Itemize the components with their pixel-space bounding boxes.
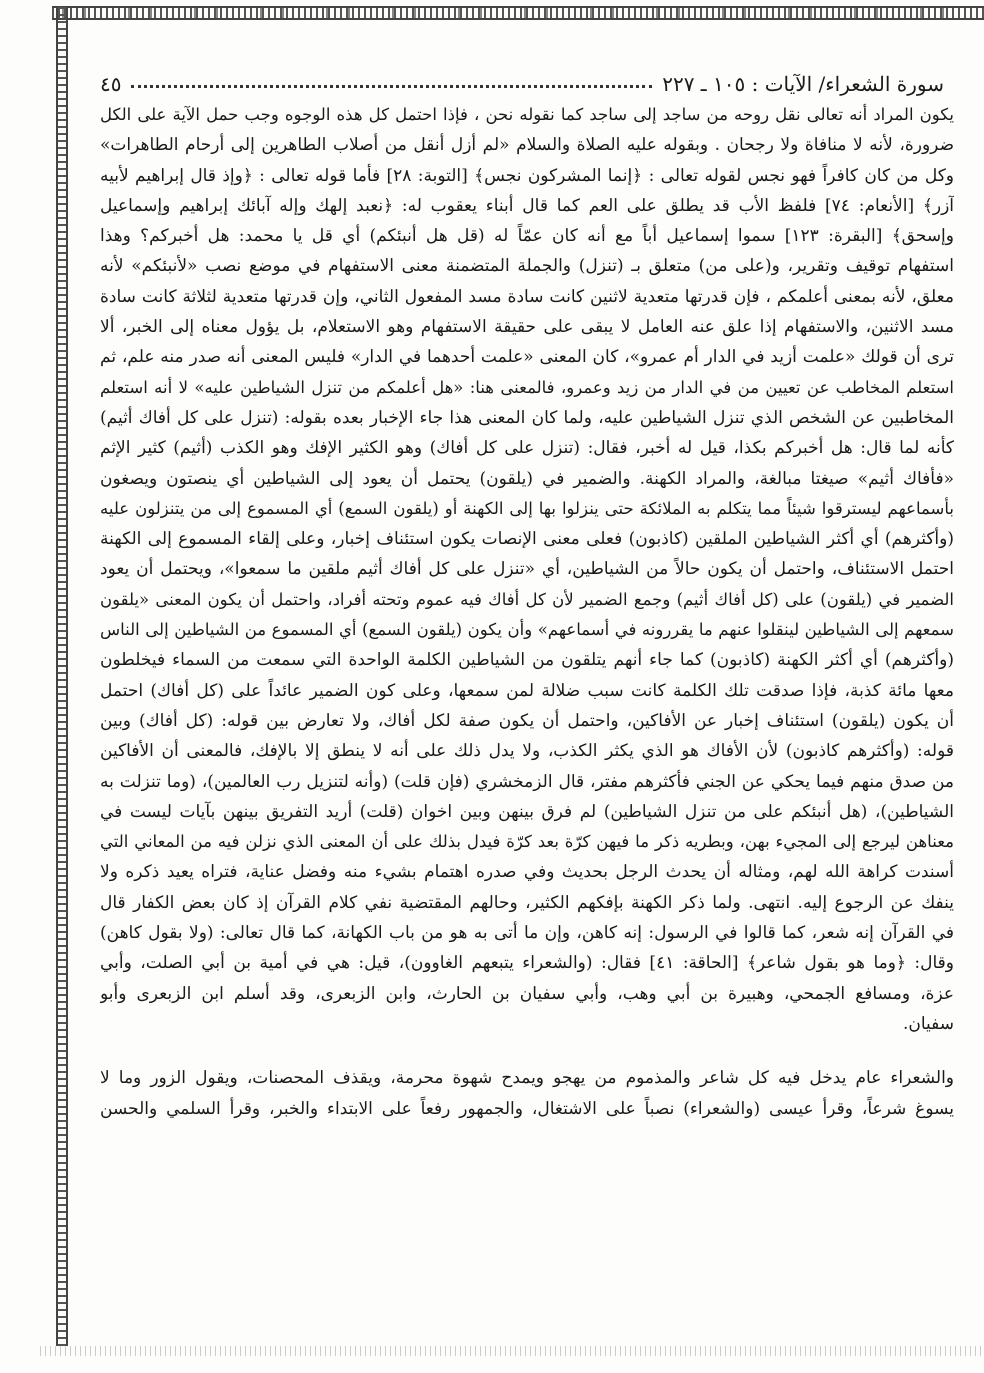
text-line: ترى أن قولك «علمت أزيد في الدار أم عمرو»، كان المعنى «علمت أحدهما في الدار» فليس المعنى أنه صدر منه علم، ثم (100, 347, 954, 368)
text-line: يسوغ شرعاً، وقرأ عيسى (والشعراء) نصباً على الاشتغال، والجمهور رفعاً على الابتداء والخبر، وقرأ السلمي والحسن (100, 1098, 954, 1119)
text-line: سفيان. (902, 1013, 954, 1034)
text-line: «فأفاك أثيم» صيغتا مبالغة، والمراد الكهنة. والضمير في (يلقون) يحتمل أن يعود إلى الشياطين أي ينصتون ويصغون (100, 468, 954, 489)
text-line: آزر﴾ [الأنعام: ٧٤] فلفظ الأب قد يطلق على العم كما قال أبناء يعقوب له: ﴿نعبد إلهك وإله آبائك إبراهيم وإسماعيل (100, 195, 954, 216)
text-line: سمعهم إلى الشياطين لينقلوا عنهم ما يقررونه في أسماعهم» وأن يكون (يلقون السمع) أي المسموع من الشياطين إلى الناس (100, 620, 954, 640)
text-line: معلق، لأنه بمعنى أعلمكم ، فإن قدرتها متعدية لاثنين كانت سادة مسد المفعول الثاني، وإن قدرتها متعدية لثلاثة كانت سادة (100, 286, 954, 307)
text-line: عزة، ومسافع الجمحي، وهبيرة بن أبي وهب، وأبي سفيان بن الحارث، وابن الزبعرى، وقد أسلم ابن الزبعرى وأبو (100, 983, 954, 1004)
paragraph-gap (100, 1039, 954, 1063)
text-line: استفهام توقيف وتقرير، و(على من) متعلق بـ (تنزل) والجملة المتضمنة معنى الاستفهام في موضع نصب «لأنبئكم» لأنه (100, 256, 954, 277)
text-line: كأنه لما قال: هل أخبركم بكذا، قيل له أخبر، فقال: (تنزل على كل أفاك) وهو الكثير الإفك وهو الكذب (أثيم) كثير الإثم (100, 438, 954, 459)
text-line: بأسماعهم ليسترقوا شيئاً مما يتكلم به الملائكة حتى ينزلوا بها إلى الكهنة أو (يلقون السمع) أي المسموع إلى من يتنزلون عليه (100, 498, 954, 518)
text-line: الضمير في (يلقون) على (كل أفاك أثيم) وجمع الضمير لأن كل أفاك فيه عموم وتحته أفراد، واحتمل أن يكون المعنى «يلقون (100, 589, 954, 609)
text-line: ضرورة، لأنه لا منافاة ولا رجحان . وبقوله عليه الصلاة والسلام «لم أزل أنقل من أصلاب الطاهرين إلى أرحام الطاهرات» (100, 135, 954, 156)
decorative-border-left (56, 6, 68, 1346)
text-line: وكل من كان كافراً فهو نجس لقوله تعالى : ﴿إنما المشركون نجس﴾ [التوبة: ٢٨] فأما قوله تعالى : ﴿وإذ قال إبراهيم لأبيه (100, 165, 954, 186)
text-line: (وأكثرهم) أي أكثر الشياطين الملقين (كاذبون) فعلى معنى الإنصات يكون استئناف إخبار، وعلى إلقاء المسموع إلى الكهنة (100, 529, 954, 550)
text-line: الشياطين)، (هل أنبئكم على من تنزل الشياطين) لم فرق بينهن وبين اخوان (قلت) أريد التفريق بينهن بآيات ليست في (100, 801, 954, 822)
text-line: (وأكثرهم) أي أكثر الكهنة (كاذبون) كما جاء أنهم يتلقون من الشياطين الكلمة الواحدة التي سمعت من السماء فيخلطون (100, 650, 954, 671)
paragraph-2 (100, 1063, 954, 1124)
header-dot-leader (131, 85, 652, 88)
text-line: والشعراء عام يدخل فيه كل شاعر والمذموم من يهجو ويمدح شهوة محرمة، ويقذف المحصنات، ويقول الزور وما لا (100, 1068, 954, 1089)
text-line: يكون المراد أنه تعالى نقل روحه من ساجد إلى ساجد كما نقوله نحن ، فإذا احتمل كل هذه الوجوه وجب حمل الآية على الكل (100, 105, 954, 124)
text-line: معها مائة كذبة، فإذا صدقت تلك الكلمة كانت سبب ضلالة لمن سمعها، وعلى كون الضمير عائداً على (كل أفاك) احتمل (100, 680, 954, 701)
text-line: مسد الاثنين، والاستفهام إذا علق عنه العامل لا يبقى على حقيقة الاستفهام وهو الاستعلام، بل يؤول معناه إلى الخبر، ألا (100, 317, 954, 338)
decorative-border-top (52, 6, 984, 20)
text-line: معناهن ليرجع إلى المجيء بهن، وبطريه ذكر ما فيهن كرّة بعد كرّة فيدل بذلك على أن المعنى الذي نزلن فيه من المعاني التي (100, 832, 954, 852)
text-line: وإسحق﴾ [البقرة: ١٢٣] سموا إسماعيل أباً مع أنه كان عمّاً له (قل هل أنبئكم) أي قل يا محمد: هل أخبركم؟ وهذا (100, 226, 954, 247)
text-line: وقال: ﴿وما هو بقول شاعر﴾ [الحاقة: ٤١] فقال: (والشعراء يتبعهم الغاوون)، قيل: هي في أمية بن أبي الصلت، وأبي (100, 953, 954, 974)
text-line: أن يكون (يلقون) استئناف إخبار عن الأفاكين، واحتمل أن يكون صفة لكل أفاك، ولا تعارض بين قوله: (كل أفاك) وبين (100, 710, 954, 731)
text-line: أسندت كراهة الله لهم، ومثاله أن يحدث الرجل بحديث وفي صدره اهتمام بشيء منه وفضل عناية، فتراه يعيد ذكره ولا (100, 862, 954, 883)
text-line: قوله: (وأكثرهم كاذبون) لأن الأفاك هو الذي يكثر الكذب، ولا يدل ذلك على أنه لا ينطق إلا بالإفك، فالمعنى أن الأفاكين (100, 741, 954, 762)
text-line: ينفك عن الرجوع إليه. انتهى. ولما ذكر الكهنة بإفكهم الكثير، وحالهم المقتضية نفي كلام القرآن إذ كان بعض الكفار قال (100, 892, 954, 913)
decorative-border-bottom (40, 1346, 984, 1356)
text-line: المخاطبين عن الشخص الذي تنزل الشياطين عليه، ولما كان المعنى هذا جاء الإخبار بعده بقوله: (تنزل على كل أفاك أثيم) (100, 407, 954, 428)
page-body (100, 100, 954, 1124)
running-header (100, 60, 944, 96)
header-title: سورة الشعراء/ الآيات : ١٠٥ ـ ٢٢٧ (662, 72, 944, 96)
text-line: احتمل الاستئناف، واحتمل أن يكون حالاً من الشياطين، أي «تنزل على كل أفاك أثيم ملقين ما سمعوا»، ويحتمل أن يعود (100, 559, 954, 580)
text-line: استعلم المخاطب عن تعيين من في الدار من زيد وعمرو، فالمعنى هنا: «هل أعلمكم من تنزل الشياطين عليه» لا أنه استعلم (100, 377, 954, 397)
text-line: من صدق منهم فيما يحكي عن الجني فأكثرهم مفتر، قال الزمخشري (فإن قلت) (وأنه لتنزيل رب العالمين)، (وما تنزلت به (100, 771, 954, 792)
paragraph-1 (100, 100, 954, 1039)
page-number: ٤٥ (100, 72, 122, 96)
text-line: في القرآن إنه شعر، كما قالوا في الرسول: إنه كاهن، وإن ما أتى به هو من باب الكهانة، كما قال تعالى: (ولا بقول كاهن) (100, 923, 954, 944)
